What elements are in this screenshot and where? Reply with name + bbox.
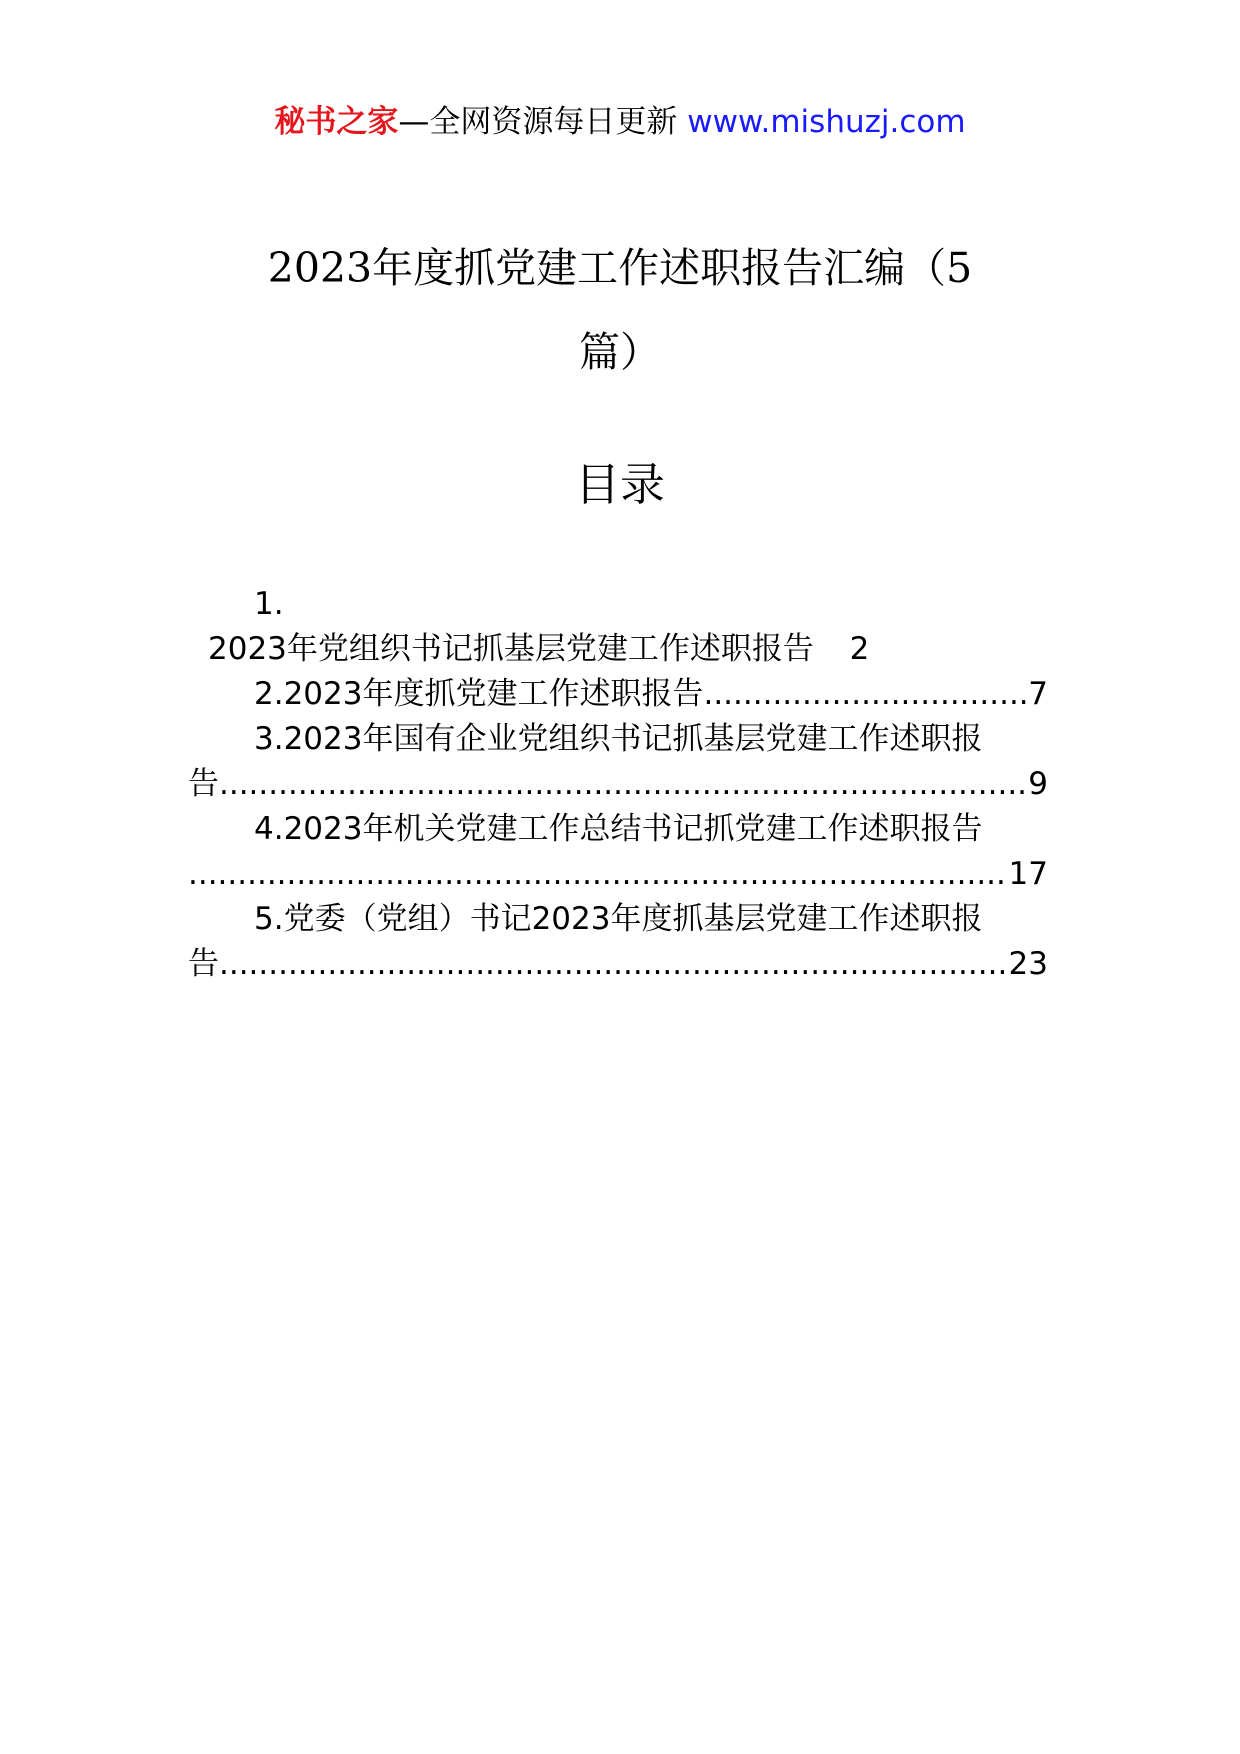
site-url-link[interactable]: www.mishuzj.com — [687, 104, 966, 140]
toc-entry-5-line1[interactable] — [188, 897, 1048, 942]
toc-entry-text: 3.2023年国有企业党组织书记抓基层党建工作述职报 — [254, 721, 983, 757]
toc-entry-text-continued: 告 — [188, 946, 219, 982]
toc-entry-text-continued: 告 — [188, 766, 219, 802]
brand-name: 秘书之家 — [274, 104, 399, 140]
toc-entry-page: 7 — [1028, 676, 1048, 712]
toc-leader-dots — [219, 762, 1028, 807]
toc-entry-4-line1[interactable] — [188, 807, 1048, 852]
toc-entry-1[interactable] — [188, 627, 1068, 672]
toc-leader-dots — [188, 852, 1009, 897]
toc-leader-dots — [219, 942, 1009, 987]
toc-entry-text: 2.2023年度抓党建工作述职报告 — [254, 676, 704, 712]
toc-leader-dots — [703, 672, 1028, 717]
toc-entry-3-line2[interactable] — [188, 762, 1048, 807]
site-header — [0, 100, 1240, 144]
document-title — [230, 226, 1010, 394]
toc-entry-page: 23 — [1008, 946, 1048, 982]
toc-entry-4-line2[interactable] — [188, 852, 1048, 897]
header-slogan: —全网资源每日更新 — [398, 104, 678, 140]
toc-entry-text: 2023年党组织书记抓基层党建工作述职报告 — [208, 631, 814, 667]
toc-entry-number: 1. — [254, 586, 284, 622]
toc-entry-text: 5.党委（党组）书记2023年度抓基层党建工作述职报 — [254, 901, 983, 937]
document-title-line2: 篇） — [579, 328, 661, 376]
toc-entry-page: 2 — [849, 631, 870, 667]
toc-entry-1-number[interactable] — [188, 582, 1048, 627]
document-title-line1: 2023年度抓党建工作述职报告汇编（5 — [267, 244, 973, 292]
toc-heading: 目录 — [574, 458, 665, 511]
toc-entry-page: 9 — [1028, 766, 1048, 802]
toc-entry-2[interactable] — [188, 672, 1048, 717]
toc-entry-5-line2[interactable] — [188, 942, 1048, 987]
toc-entry-text: 4.2023年机关党建工作总结书记抓党建工作述职报告 — [254, 811, 983, 847]
toc-entry-3-line1[interactable] — [188, 717, 1048, 762]
toc-entry-page: 17 — [1008, 856, 1048, 892]
